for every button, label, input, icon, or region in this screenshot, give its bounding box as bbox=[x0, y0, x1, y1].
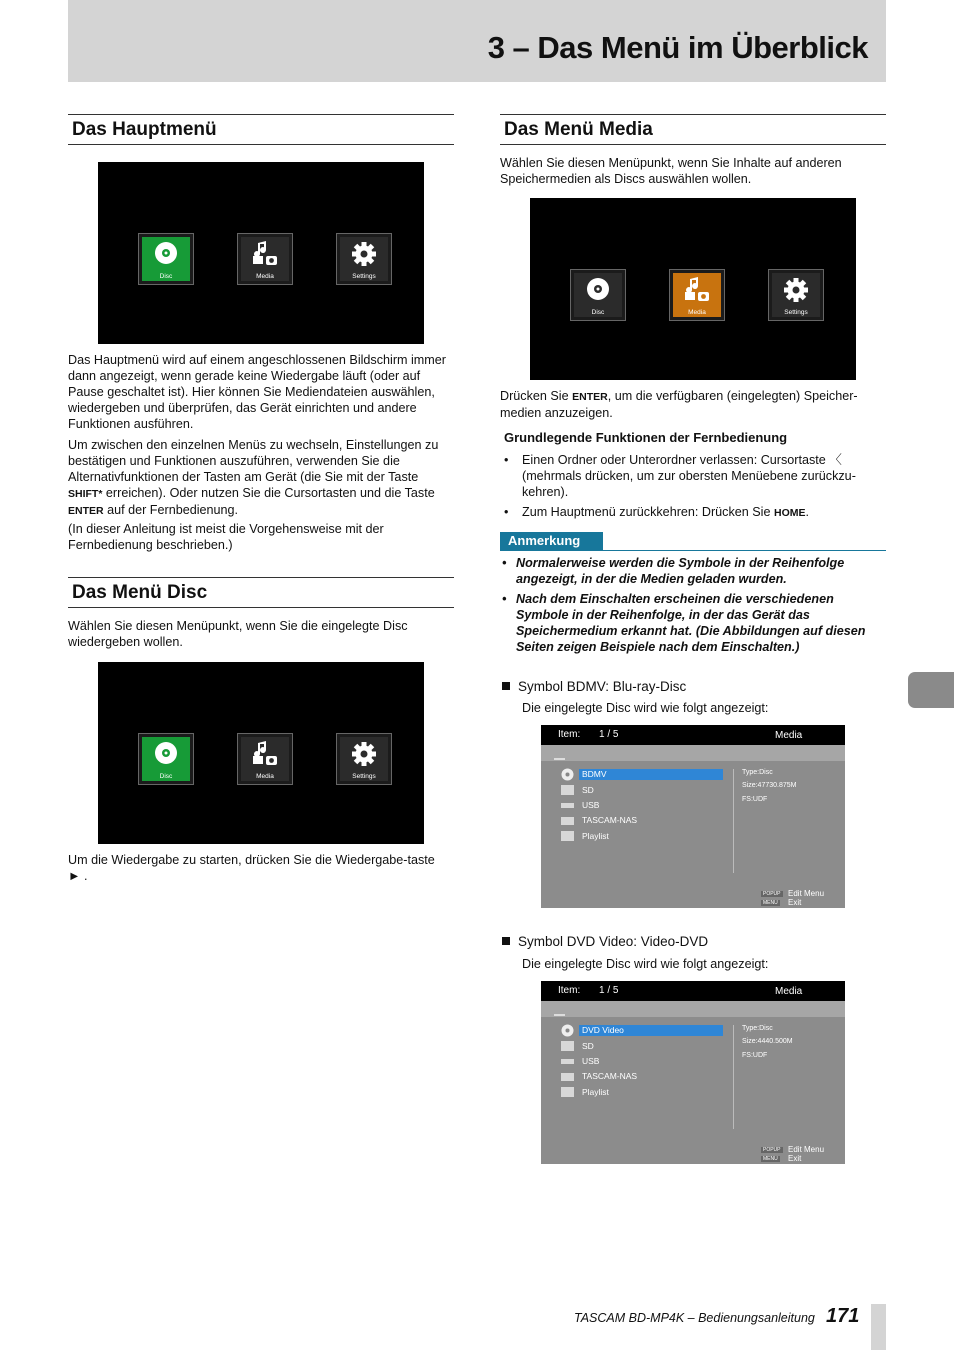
bdmv-caption: Die eingelegte Disc wird wie folgt angezeigt: bbox=[522, 701, 769, 715]
note-2: Nach dem Einschalten erscheinen die verschiedenen Symbole in der Reihenfolge, in der das Gerät das Speichermedium erkannt hat. (Die Abbildungen auf diesen Seiten zeigen Beispiele nach dem Einschalten.) bbox=[516, 592, 866, 654]
media-paragraph-1: Wählen Sie diesen Menüpunkt, wenn Sie Inhalte auf anderen Speichermedien als Discs auswählen wollen. bbox=[500, 156, 842, 186]
remote-functions-heading: Grundlegende Funktionen der Fernbedienung bbox=[504, 430, 788, 445]
media-tile-label: Media bbox=[256, 273, 274, 280]
usb-icon bbox=[561, 803, 574, 808]
list-item[interactable]: Playlist bbox=[582, 1087, 609, 1097]
exit-label: Exit bbox=[788, 1154, 802, 1163]
media-icon bbox=[251, 241, 279, 267]
hauptmenu-paragraph-1: Das Hauptmenü wird auf einem angeschlossenen Bildschirm immer dann angezeigt, wenn gerade keine Wiedergabe läuft (oder auf Pause geschaltet ist). Hier können Sie Mediendateien auswählen, wiedergeben und überprüfen, das Gerät einrichten und andere Funktionen ausführen. bbox=[68, 353, 446, 431]
bullet-dot: • bbox=[504, 453, 509, 467]
remote-bullet-1: Einen Ordner oder Unterordner verlassen: Cursortaste 〈 (mehrmals drücken, um zur obersten Menüebene zurückzu-kehren). bbox=[522, 453, 856, 499]
edit-menu-label: Edit Menu bbox=[788, 1145, 825, 1154]
list-item[interactable]: USB bbox=[582, 1056, 600, 1066]
settings-tile-label: Settings bbox=[784, 309, 808, 316]
list-item[interactable]: TASCAM-NAS bbox=[582, 815, 638, 825]
item-label: Item: bbox=[558, 729, 581, 740]
info-size: Size:47730.875M bbox=[742, 782, 797, 789]
info-fs: FS:UDF bbox=[742, 796, 768, 803]
media-icon bbox=[251, 741, 279, 767]
info-fs: FS:UDF bbox=[742, 1052, 768, 1059]
media-tile bbox=[237, 733, 293, 785]
footer-bar bbox=[871, 1304, 886, 1350]
media-header: Media bbox=[775, 730, 803, 741]
section-title-disc: Das Menü Disc bbox=[68, 577, 454, 608]
popup-key: POPUP bbox=[763, 1147, 781, 1153]
media-tile bbox=[669, 269, 725, 321]
gear-icon bbox=[783, 277, 809, 303]
settings-tile-label: Settings bbox=[352, 273, 376, 280]
media-menu-screen bbox=[530, 198, 856, 380]
hauptmenu-paragraph-2: Um zwischen den einzelnen Menüs zu wechseln, Einstellungen zu bestätigen und Funktionen auszuführen, verwenden Sie die Alternativfunktionen der Tasten am Gerät (die Sie mit der Taste SHIFT* erreichen). Oder nutzen Sie die Cursortasten und die Taste ENTER auf der Fernbedienung. bbox=[68, 438, 439, 517]
media-list-screen-dvd bbox=[541, 981, 845, 1164]
item-count: 1 / 5 bbox=[599, 729, 619, 740]
folder-icon bbox=[561, 1087, 574, 1097]
disc-icon bbox=[561, 768, 574, 781]
popup-key: POPUP bbox=[763, 891, 781, 897]
disc-tile-label: Disc bbox=[159, 273, 173, 280]
info-size: Size:4440.500M bbox=[742, 1038, 793, 1045]
sd-icon bbox=[561, 785, 574, 795]
page-number: 171 bbox=[826, 1305, 860, 1327]
gear-icon bbox=[351, 241, 377, 267]
exit-label: Exit bbox=[788, 898, 802, 907]
list-item[interactable]: DVD Video bbox=[582, 1025, 624, 1035]
media-header: Media bbox=[775, 986, 803, 997]
back-icon bbox=[554, 1014, 565, 1016]
folder-icon bbox=[561, 831, 574, 841]
note-rule bbox=[500, 550, 886, 551]
edit-menu-label: Edit Menu bbox=[788, 889, 825, 898]
media-tile bbox=[237, 233, 293, 285]
media-list-screen-bdmv bbox=[541, 725, 845, 908]
settings-tile bbox=[336, 733, 392, 785]
menu-key: MENU bbox=[763, 900, 778, 906]
list-item[interactable]: BDMV bbox=[582, 769, 607, 779]
note-dot: • bbox=[502, 592, 507, 606]
disc-icon bbox=[154, 741, 178, 765]
media-icon bbox=[683, 277, 711, 303]
list-item[interactable]: Playlist bbox=[582, 831, 609, 841]
scrollbar[interactable] bbox=[733, 1025, 734, 1129]
disc-paragraph-2: Um die Wiedergabe zu starten, drücken Sie die Wiedergabe-taste ► . bbox=[68, 853, 435, 883]
bdmv-heading: Symbol BDMV: Blu-ray-Disc bbox=[502, 679, 686, 694]
settings-tile-label: Settings bbox=[352, 773, 376, 780]
menu-key: MENU bbox=[763, 1156, 778, 1162]
settings-tile bbox=[336, 233, 392, 285]
section-title-hauptmenu: Das Hauptmenü bbox=[68, 114, 454, 145]
item-label: Item: bbox=[558, 985, 581, 996]
bullet-dot: • bbox=[504, 505, 509, 519]
disc-icon bbox=[586, 277, 610, 301]
gear-icon bbox=[351, 741, 377, 767]
scrollbar[interactable] bbox=[733, 769, 734, 873]
sd-icon bbox=[561, 1041, 574, 1051]
disc-tile bbox=[138, 733, 194, 785]
hauptmenu-paragraph-3: (In dieser Anleitung ist meist die Vorgehensweise mit der Fernbedienung beschrieben.) bbox=[68, 522, 384, 552]
chapter-thumb-tab bbox=[908, 672, 954, 708]
list-item[interactable]: SD bbox=[582, 785, 594, 795]
usb-icon bbox=[561, 1059, 574, 1064]
remote-bullet-2: Zum Hauptmenü zurückkehren: Drücken Sie HOME. bbox=[522, 505, 809, 519]
disc-tile bbox=[570, 269, 626, 321]
disc-paragraph-1: Wählen Sie diesen Menüpunkt, wenn Sie die eingelegte Disc wiedergeben wollen. bbox=[68, 619, 408, 649]
dvd-caption: Die eingelegte Disc wird wie folgt angezeigt: bbox=[522, 957, 769, 971]
chapter-title: 3 – Das Menü im Überblick bbox=[487, 30, 868, 65]
section-title-media: Das Menü Media bbox=[500, 114, 886, 145]
note-dot: • bbox=[502, 556, 507, 570]
settings-tile bbox=[768, 269, 824, 321]
media-tile-label: Media bbox=[256, 773, 274, 780]
media-tile-label: Media bbox=[688, 309, 706, 316]
disc-menu-screen bbox=[98, 662, 424, 844]
note-badge: Anmerkung bbox=[500, 532, 603, 550]
dvd-heading: Symbol DVD Video: Video-DVD bbox=[502, 934, 708, 949]
info-type: Type:Disc bbox=[742, 1025, 773, 1032]
info-type: Type:Disc bbox=[742, 769, 773, 776]
list-item[interactable]: TASCAM-NAS bbox=[582, 1071, 638, 1081]
nas-icon bbox=[561, 1073, 574, 1081]
disc-tile-label: Disc bbox=[591, 309, 605, 316]
disc-tile bbox=[138, 233, 194, 285]
disc-icon bbox=[561, 1024, 574, 1037]
disc-icon bbox=[154, 241, 178, 265]
note-1: Normalerweise werden die Symbole in der Reihenfolge angezeigt, in der die Medien geladen wurden. bbox=[516, 556, 845, 586]
list-item[interactable]: SD bbox=[582, 1041, 594, 1051]
disc-tile-label: Disc bbox=[159, 773, 173, 780]
back-icon bbox=[554, 758, 565, 760]
footer-text: TASCAM BD-MP4K – Bedienungsanleitung bbox=[574, 1311, 815, 1325]
main-menu-screen bbox=[98, 162, 424, 344]
media-paragraph-2: Drücken Sie ENTER, um die verfügbaren (eingelegten) Speicher-medien anzuzeigen. bbox=[500, 389, 858, 420]
item-count: 1 / 5 bbox=[599, 985, 619, 996]
list-item[interactable]: USB bbox=[582, 800, 600, 810]
nas-icon bbox=[561, 817, 574, 825]
